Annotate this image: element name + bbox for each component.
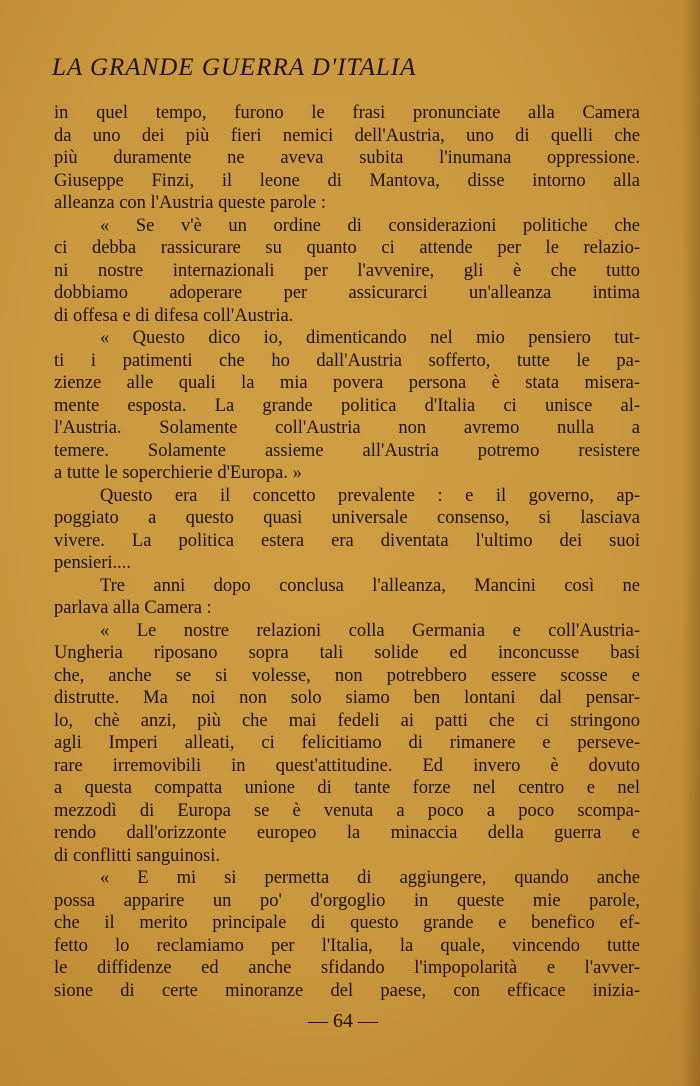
text-line: di offesa e di difesa coll'Austria.	[54, 305, 294, 326]
text-line: « Se v'è un ordine di considerazioni politiche che	[100, 215, 640, 236]
text-line: più duramente ne aveva subita l'inumana oppressione.	[54, 148, 640, 168]
text-line: mezzodì di Europa se è venuta a poco a poco scompa-	[54, 800, 640, 821]
text-line: le diffidenze ed anche sfidando l'impopolarità e l'avver-	[54, 958, 640, 978]
text-line: a tutte le soperchierie d'Europa. »	[54, 463, 302, 483]
text-line: rendo dall'orizzonte europeo la minaccia della guerra e	[54, 823, 640, 843]
text-line: dobbiamo adoperare per assicurarci un'alleanza intima	[54, 283, 640, 303]
text-line: rare irremovibili in quest'attitudine. Ed invero è dovuto	[54, 755, 640, 776]
text-line: Tre anni dopo conclusa l'alleanza, Mancini così ne	[100, 575, 640, 596]
text-line: ti i patimenti che ho dall'Austria sofferto, tutte le pa-	[54, 350, 640, 371]
text-line: ni nostre internazionali per l'avvenire, gli è che tutto	[54, 260, 640, 281]
text-line: fetto lo reclamiamo per l'Italia, la quale, vincendo tutte	[54, 935, 640, 956]
text-line: vivere. La politica estera era diventata l'ultimo dei suoi	[54, 530, 640, 551]
text-line: « Questo dico io, dimenticando nel mio pensiero tut-	[100, 328, 640, 348]
text-line: lo, chè anzi, più che mai fedeli ai patti che ci stringono	[54, 710, 640, 731]
text-line: in quel tempo, furono le frasi pronunciate alla Camera	[54, 103, 640, 123]
text-line: Giuseppe Finzi, il leone di Mantova, disse intorno alla	[54, 170, 640, 191]
body-text	[54, 102, 640, 1002]
page-edge-shadow	[682, 0, 700, 1086]
text-line: che il merito principale di questo grande e benefico ef-	[54, 913, 640, 933]
text-line: sione di certe minoranze del paese, con efficace inizia-	[54, 980, 640, 1001]
text-line: « Le nostre relazioni colla Germania e coll'Austria-	[100, 620, 640, 641]
text-line: alleanza con l'Austria queste parole :	[54, 193, 326, 213]
text-line: Ungheria riposano sopra tali solide ed inconcusse basi	[54, 643, 640, 663]
page-number: — 64 —	[308, 1010, 378, 1032]
running-header: LA GRANDE GUERRA D'ITALIA	[52, 54, 417, 81]
text-line: che, anche se si volesse, non potrebbero essere scosse e	[54, 665, 640, 686]
text-line: zienze alle quali la mia povera persona è stata misera-	[54, 373, 640, 393]
text-line: pensieri....	[54, 553, 132, 573]
text-line: poggiato a questo quasi universale consenso, si lasciava	[54, 508, 640, 528]
text-line: mente esposta. La grande politica d'Italia ci unisce al-	[54, 395, 640, 416]
text-line: l'Austria. Solamente coll'Austria non avremo nulla a	[54, 418, 640, 438]
text-line: possa apparire un po' d'orgoglio in queste mie parole,	[54, 890, 640, 911]
text-line: distrutte. Ma noi non solo siamo ben lontani dal pensar-	[54, 688, 640, 708]
text-line: temere. Solamente assieme all'Austria potremo resistere	[54, 440, 640, 461]
text-line: parlava alla Camera :	[54, 598, 212, 618]
text-line: agli Imperi alleati, ci felicitiamo di rimanere e persеve-	[54, 733, 640, 753]
text-line: ci debba rassicurare su quanto ci attende per le relazio-	[54, 238, 640, 258]
text-line: da uno dei più fieri nemici dell'Austria, uno di quelli che	[54, 125, 640, 146]
text-line: « E mi si permetta di aggiungere, quando anche	[100, 868, 640, 888]
text-line: Questo era il concetto prevalente : e il governo, ap-	[100, 485, 640, 506]
text-line: di conflitti sanguinosi.	[54, 845, 220, 866]
text-line: a questa compatta unione di tante forze nel centro e nel	[54, 778, 640, 798]
